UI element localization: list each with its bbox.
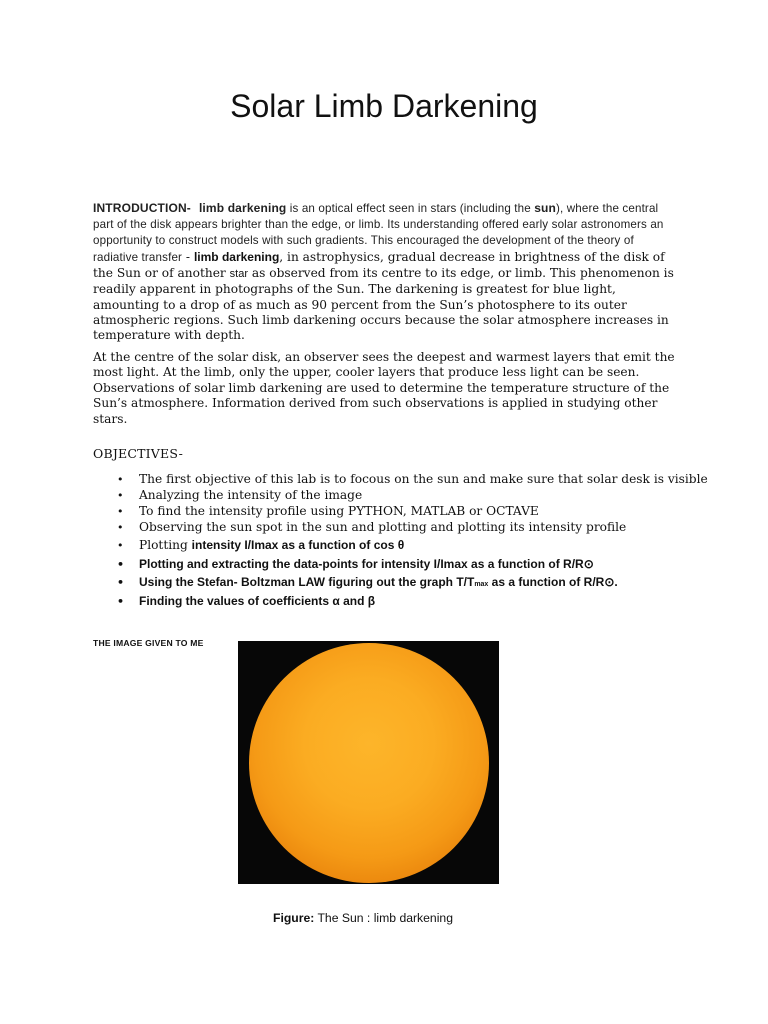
list-item: • Finding the values of coefficients α and β	[117, 594, 697, 610]
sun-disk	[249, 643, 489, 883]
list-item: • Observing the sun spot in the sun and plotting and plotting its intensity profile	[117, 520, 697, 536]
figure-caption: Figure: The Sun : limb darkening	[273, 911, 453, 925]
image-label: THE IMAGE GIVEN TO ME	[93, 638, 204, 648]
objectives-heading: OBJECTIVES-	[93, 446, 184, 461]
objectives-list	[117, 472, 708, 610]
list-item: • Plotting intensity I/Imax as a function of cos θ	[117, 538, 697, 554]
limb-darkening-term-2: limb darkening	[193, 249, 280, 264]
solar-disk-paragraph: At the centre of the solar disk, an observer sees the deepest and warmest layers that emit the most light. At the limb, only the upper, cooler layers that produce less light can be seen. Observations of solar limb darkening are used to determine the temperature structure of the Sun’s atmosphere. Information derived from such observations is applied in studying other stars.	[93, 350, 675, 426]
list-item: • Plotting and extracting the data-points for intensity I/Imax as a function of R/R⊙	[117, 557, 697, 573]
star-term: star	[229, 267, 248, 280]
page-title: Solar Limb Darkening	[230, 88, 538, 124]
limb-darkening-term: limb darkening	[198, 201, 287, 215]
sun-term: sun	[534, 201, 557, 215]
photosphere-term: photosphere	[477, 297, 555, 312]
list-item: • Using the Stefan- Boltzman LAW figuring out the graph T/Tmax as a function of R/R⊙.	[117, 575, 697, 591]
list-item: • To find the intensity profile using PYTHON, MATLAB or OCTAVE	[117, 504, 697, 520]
list-item: • The first objective of this lab is to focous on the sun and make sure that solar desk is visible	[117, 472, 697, 488]
list-item: • Analyzing the intensity of the image	[117, 488, 697, 504]
introduction-label: INTRODUCTION-	[93, 201, 191, 215]
sun-photograph	[238, 641, 499, 884]
introduction-paragraph: INTRODUCTION- limb darkening is an optical effect seen in stars (including the sun), where the central part of the disk appears brighter than the edge, or limb. Its understanding offered early solar astronomers an opportunity to construct models with such gradients. This encouraged the development of the theory of radiative transfer - limb darkening, in astrophysics, gradual decrease in brightness of the disk of the Sun or of another star as observed from its centre to its edge, or limb. This phenomenon is readily apparent in photographs of the Sun. The darkening is greatest for blue light, amounting to a drop of as much as 90 percent from the Sun’s photosphere to its outer atmospheric regions. Such limb darkening occurs because the solar atmosphere increases in temperature with depth.	[93, 201, 674, 343]
